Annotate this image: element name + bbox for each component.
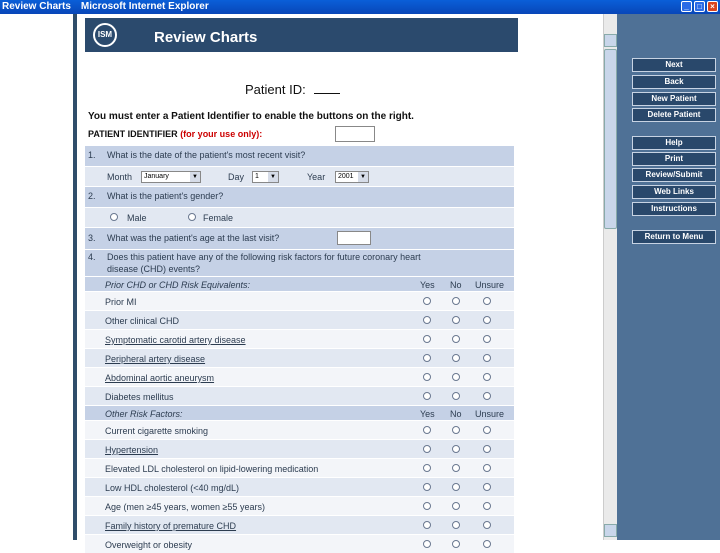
radio-yes[interactable] (423, 445, 431, 453)
radio-unsure[interactable] (483, 445, 491, 453)
radio-yes[interactable] (423, 464, 431, 472)
risk-factor-row (85, 477, 514, 496)
question-2 (85, 186, 514, 207)
sidebar-button[interactable]: Delete Patient (632, 108, 716, 122)
risk-factor-label: Current cigarette smoking (105, 426, 209, 436)
patient-id-display (245, 82, 340, 97)
question-number: 3. (88, 233, 96, 243)
risk-factor-label: Prior MI (105, 297, 137, 307)
sidebar-button[interactable]: Print (632, 152, 716, 166)
radio-yes[interactable] (423, 335, 431, 343)
risk-factor-row (85, 348, 514, 367)
page-header (85, 18, 518, 52)
prior-chd-list (85, 291, 514, 405)
question-text-line-2: disease (CHD) events? (107, 264, 201, 274)
question-number: 1. (88, 150, 96, 160)
risk-factor-label: Diabetes mellitus (105, 392, 174, 402)
window-controls (681, 1, 718, 12)
radio-unsure[interactable] (483, 335, 491, 343)
close-icon[interactable]: × (707, 1, 718, 12)
page-content (81, 14, 591, 550)
radio-unsure[interactable] (483, 392, 491, 400)
question-1 (85, 145, 514, 166)
section-title: Prior CHD or CHD Risk Equivalents: (105, 280, 251, 290)
radio-unsure[interactable] (483, 483, 491, 491)
risk-factor-row (85, 439, 514, 458)
risk-factor-label[interactable]: Symptomatic carotid artery disease (105, 335, 246, 345)
sidebar-button[interactable]: Instructions (632, 202, 716, 216)
radio-unsure[interactable] (483, 540, 491, 548)
radio-yes[interactable] (423, 426, 431, 434)
chevron-down-icon: ▼ (268, 172, 278, 182)
radio-unsure[interactable] (483, 521, 491, 529)
day-label: Day (228, 172, 245, 182)
radio-no[interactable] (452, 521, 460, 529)
female-label: Female (203, 213, 234, 223)
question-4 (85, 249, 514, 276)
chevron-down-icon: ▼ (190, 172, 200, 182)
radio-no[interactable] (452, 426, 460, 434)
day-value: 1 (255, 173, 259, 180)
patient-id-blank (314, 84, 340, 94)
radio-yes[interactable] (423, 540, 431, 548)
risk-factor-label[interactable]: Hypertension (105, 445, 159, 455)
gender-row (85, 207, 514, 227)
month-label: Month (107, 172, 133, 182)
radio-yes[interactable] (423, 297, 431, 305)
risk-factor-row (85, 534, 514, 553)
radio-no[interactable] (452, 373, 460, 381)
year-select[interactable] (335, 171, 369, 183)
radio-yes[interactable] (423, 521, 431, 529)
other-risk-list (85, 420, 514, 553)
patient-identifier-note: (for your use only): (180, 129, 263, 139)
question-text: What is the date of the patient's most recent visit? (107, 150, 306, 160)
month-select[interactable] (141, 171, 201, 183)
sidebar-button[interactable]: Next (632, 58, 716, 72)
browser-viewport (73, 14, 617, 550)
risk-factor-label: Elevated LDL cholesterol on lipid-lowering medication (105, 464, 319, 474)
sidebar-button[interactable]: New Patient (632, 92, 716, 106)
month-value: January (144, 173, 169, 180)
column-yes: Yes (420, 409, 435, 419)
risk-factor-row (85, 515, 514, 534)
column-unsure: Unsure (475, 409, 505, 419)
radio-unsure[interactable] (483, 464, 491, 472)
vertical-scrollbar[interactable] (603, 14, 617, 540)
minimize-icon[interactable]: _ (681, 1, 692, 12)
maximize-icon[interactable]: □ (694, 1, 705, 12)
scrollbar-thumb[interactable] (604, 49, 617, 229)
section-header-other-risk (85, 405, 514, 420)
scroll-up-icon[interactable] (604, 34, 617, 47)
male-label: Male (127, 213, 147, 223)
sidebar (617, 14, 720, 540)
column-no: No (450, 409, 462, 419)
risk-factor-row (85, 458, 514, 477)
patient-identifier-input[interactable] (335, 126, 375, 142)
risk-factor-label[interactable]: Abdominal aortic aneurysm (105, 373, 215, 383)
risk-factor-label[interactable]: Family history of premature CHD (105, 521, 237, 531)
scroll-down-icon[interactable] (604, 524, 617, 537)
radio-unsure[interactable] (483, 297, 491, 305)
radio-no[interactable] (452, 445, 460, 453)
question-text: What is the patient's gender? (107, 191, 224, 201)
question-text-line-1: Does this patient have any of the following risk factors for future coronary heart (107, 252, 421, 262)
risk-factor-label: Other clinical CHD (105, 316, 180, 326)
sidebar-button[interactable]: Help (632, 136, 716, 150)
radio-unsure[interactable] (483, 502, 491, 510)
risk-factor-row (85, 386, 514, 405)
column-no: No (450, 280, 462, 290)
patient-id-label: Patient ID: (245, 82, 306, 97)
radio-no[interactable] (452, 354, 460, 362)
sidebar-button[interactable]: Web Links (632, 185, 716, 199)
radio-yes[interactable] (423, 502, 431, 510)
radio-no[interactable] (452, 297, 460, 305)
radio-yes[interactable] (423, 316, 431, 324)
sidebar-button[interactable]: Back (632, 75, 716, 89)
risk-factor-label: Age (men ≥45 years, women ≥55 years) (105, 502, 265, 512)
radio-yes[interactable] (423, 483, 431, 491)
sidebar-button[interactable]: Review/Submit (632, 168, 716, 182)
risk-factor-label: Overweight or obesity (105, 540, 193, 550)
radio-no[interactable] (452, 392, 460, 400)
radio-unsure[interactable] (483, 354, 491, 362)
male-radio[interactable] (110, 213, 118, 221)
patient-id-notice: You must enter a Patient Identifier to enable the buttons on the right. (85, 110, 514, 123)
year-value: 2001 (338, 173, 354, 180)
section-header-prior-chd (85, 276, 514, 291)
risk-factor-row (85, 310, 514, 329)
day-select[interactable] (252, 171, 279, 183)
sidebar-button[interactable]: Return to Menu (632, 230, 716, 244)
window-titlebar (0, 0, 720, 14)
column-yes: Yes (420, 280, 435, 290)
window-app-name: Microsoft Internet Explorer (80, 1, 209, 12)
year-label: Year (307, 172, 326, 182)
risk-factor-label: Low HDL cholesterol (<40 mg/dL) (105, 483, 239, 493)
patient-identifier-label: PATIENT IDENTIFIER (88, 129, 178, 139)
question-text: What was the patient's age at the last visit? (107, 233, 280, 243)
question-3 (85, 227, 514, 249)
chevron-down-icon: ▼ (358, 172, 368, 182)
patient-identifier-row (85, 123, 514, 145)
risk-factor-row (85, 329, 514, 348)
risk-factor-row (85, 367, 514, 386)
question-number: 4. (88, 252, 96, 262)
risk-factor-label[interactable]: Peripheral artery disease (105, 354, 206, 364)
question-number: 2. (88, 191, 96, 201)
radio-unsure[interactable] (483, 373, 491, 381)
radio-no[interactable] (452, 540, 460, 548)
radio-no[interactable] (452, 316, 460, 324)
logo: ISM (93, 23, 117, 47)
radio-no[interactable] (452, 483, 460, 491)
visit-date-row (85, 166, 514, 186)
radio-no[interactable] (452, 335, 460, 343)
female-radio[interactable] (188, 213, 196, 221)
radio-yes[interactable] (423, 392, 431, 400)
page-title: Review Charts (154, 29, 258, 46)
risk-factor-row (85, 291, 514, 310)
radio-yes[interactable] (423, 354, 431, 362)
radio-no[interactable] (452, 464, 460, 472)
column-unsure: Unsure (475, 280, 505, 290)
age-input[interactable] (337, 231, 371, 245)
review-form (85, 110, 514, 553)
radio-unsure[interactable] (483, 316, 491, 324)
risk-factor-row (85, 420, 514, 439)
radio-yes[interactable] (423, 373, 431, 381)
desktop-background (0, 14, 73, 540)
radio-no[interactable] (452, 502, 460, 510)
section-title: Other Risk Factors: (105, 409, 183, 419)
risk-factor-row (85, 496, 514, 515)
window-title: Review Charts (2, 1, 71, 12)
radio-unsure[interactable] (483, 426, 491, 434)
